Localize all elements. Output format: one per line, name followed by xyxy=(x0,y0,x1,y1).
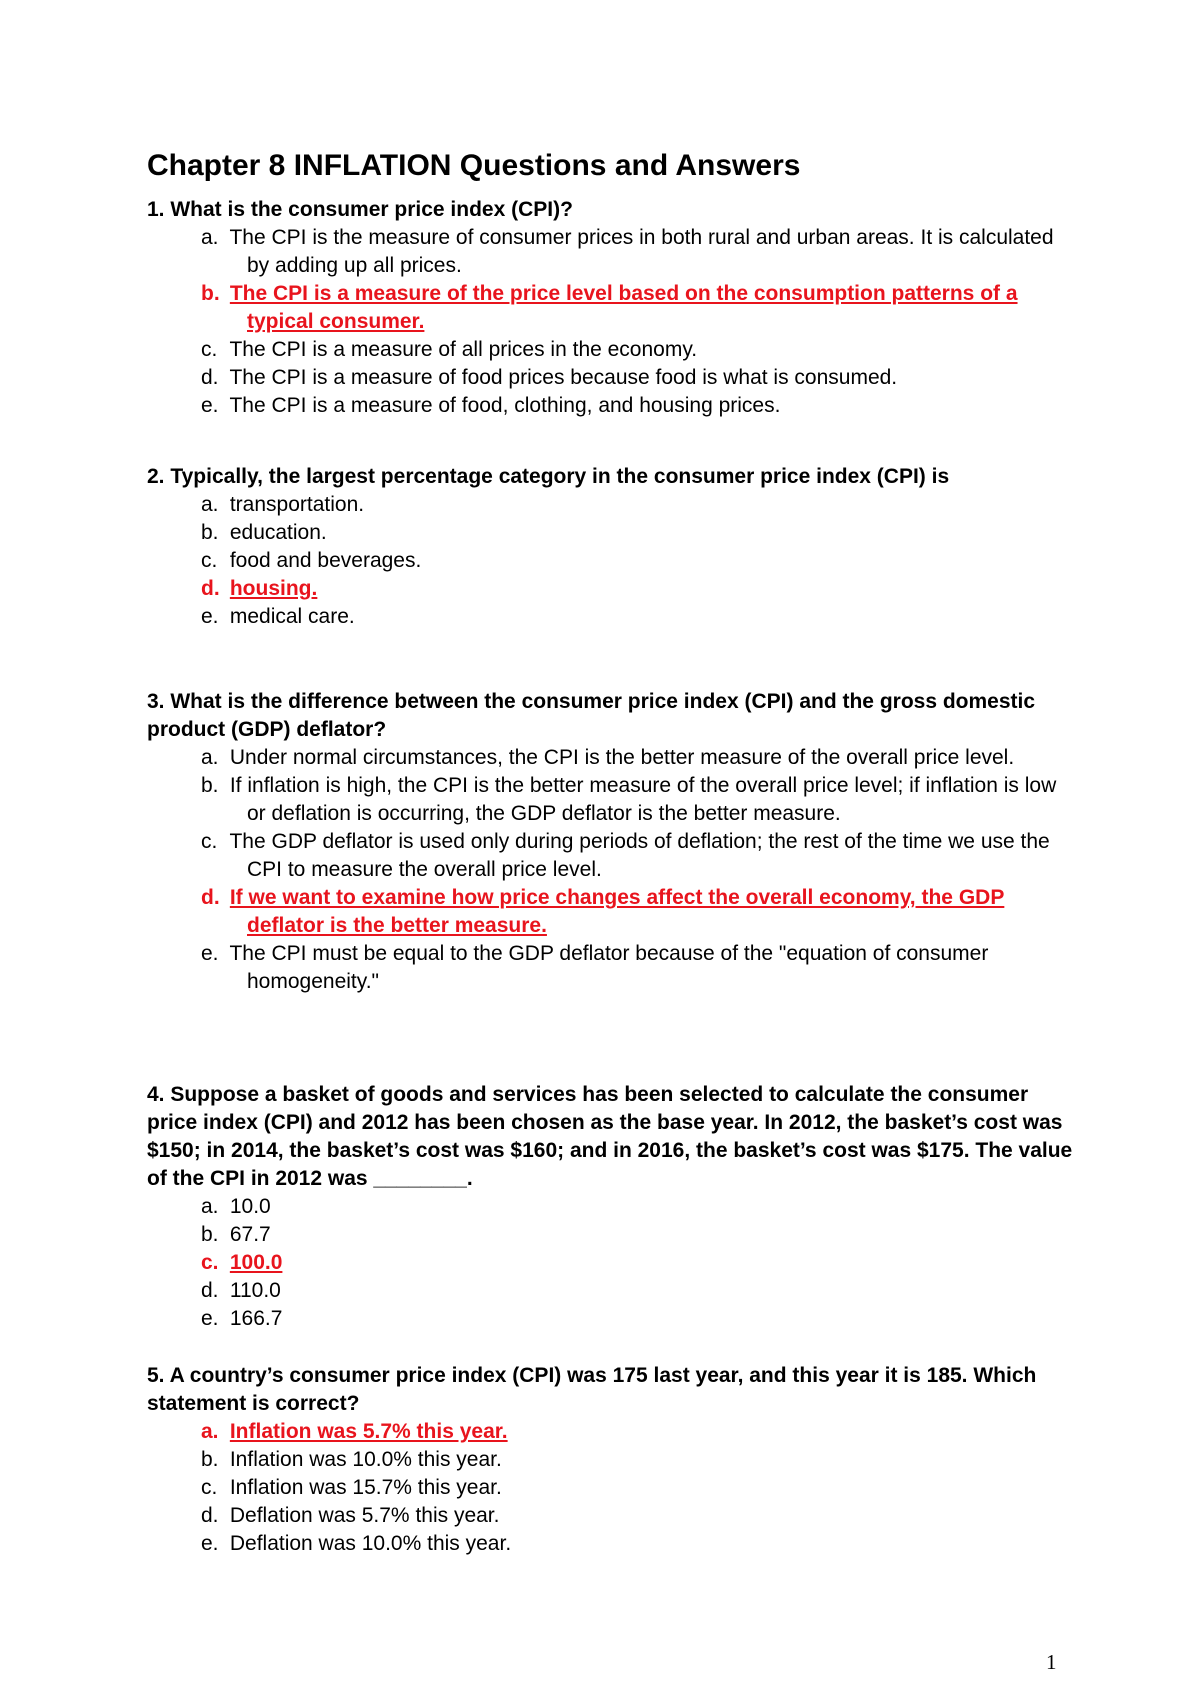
option-text: Inflation was 10.0% this year. xyxy=(229,1448,502,1471)
answer-options xyxy=(147,744,1077,996)
option-text: The GDP deflator is used only during periods of deflation; the rest of the time we use the CPI to measure the overall price level. xyxy=(229,830,1050,881)
answer-option-d: d. 110.0 xyxy=(201,1279,281,1302)
answer-option-c: c. food and beverages. xyxy=(201,549,422,572)
answer-option-e: e. Deflation was 10.0% this year. xyxy=(201,1532,512,1555)
answer-option-d: d. Deflation was 5.7% this year. xyxy=(201,1504,500,1527)
option-text: Under normal circumstances, the CPI is the better measure of the overall price level. xyxy=(229,746,1015,769)
option-text: transportation. xyxy=(229,493,365,516)
option-text: If inflation is high, the CPI is the better measure of the overall price level; if inflation is low or deflation is occurring, the GDP deflator is the better measure. xyxy=(229,774,1057,825)
question-stem: 3. What is the difference between the consumer price index (CPI) and the gross domestic product (GDP) deflator? xyxy=(147,690,1036,741)
answer-option-a: a. The CPI is the measure of consumer prices in both rural and urban areas. It is calculated by adding up all prices. xyxy=(201,226,1054,277)
answer-option-e: e. 166.7 xyxy=(201,1307,283,1330)
question-stem: 5. A country’s consumer price index (CPI) was 175 last year, and this year it is 185. Which statement is correct? xyxy=(147,1364,1037,1415)
option-text: housing. xyxy=(229,577,318,600)
document-title: Chapter 8 INFLATION Questions and Answers xyxy=(147,149,801,182)
option-text: The CPI is a measure of food, clothing, and housing prices. xyxy=(229,394,781,417)
answer-option-a: a. Under normal circumstances, the CPI is the better measure of the overall price level. xyxy=(201,746,1015,769)
option-text: Inflation was 15.7% this year. xyxy=(229,1476,502,1499)
question-1 xyxy=(147,196,1077,420)
question-2 xyxy=(147,463,1077,631)
option-text: 100.0 xyxy=(229,1251,283,1274)
question-5 xyxy=(147,1362,1077,1558)
question-stem: 4. Suppose a basket of goods and services has been selected to calculate the consumer price index (CPI) and 2012 has been chosen as the base year. In 2012, the basket’s cost was $150; in 2014, the basket’s cost was $160; and in 2016, the basket’s cost was $175. The value of the CPI in 2012 was ________. xyxy=(147,1083,1073,1190)
answer-options xyxy=(147,224,1077,420)
answer-option-b: b. 67.7 xyxy=(201,1223,271,1246)
option-text: The CPI is a measure of food prices because food is what is consumed. xyxy=(229,366,898,389)
answer-option-c: c. Inflation was 15.7% this year. xyxy=(201,1476,502,1499)
correct-answer-option-b: b. The CPI is a measure of the price level based on the consumption patterns of a typical consumer. xyxy=(201,282,1018,333)
question-4 xyxy=(147,1081,1077,1333)
answer-options xyxy=(147,491,1077,631)
question-stem: 2. Typically, the largest percentage category in the consumer price index (CPI) is xyxy=(147,465,950,488)
answer-option-a: a. 10.0 xyxy=(201,1195,271,1218)
question-stem: 1. What is the consumer price index (CPI)? xyxy=(147,198,573,221)
question-3 xyxy=(147,688,1077,996)
correct-answer-option-c: c. 100.0 xyxy=(201,1251,283,1274)
correct-answer-option-d: d. If we want to examine how price changes affect the overall economy, the GDP deflator is the better measure. xyxy=(201,886,1005,937)
correct-answer-option-a: a. Inflation was 5.7% this year. xyxy=(201,1420,508,1443)
option-text: Deflation was 10.0% this year. xyxy=(229,1532,512,1555)
option-text: The CPI is a measure of the price level based on the consumption patterns of a typical consumer. xyxy=(229,282,1018,333)
answer-option-c: c. The CPI is a measure of all prices in the economy. xyxy=(201,338,698,361)
answer-options xyxy=(147,1193,1077,1333)
option-text: The CPI must be equal to the GDP deflator because of the "equation of consumer homogeneity." xyxy=(229,942,989,993)
answer-option-d: d. The CPI is a measure of food prices because food is what is consumed. xyxy=(201,366,898,389)
answer-options xyxy=(147,1418,1077,1558)
answer-option-a: a. transportation. xyxy=(201,493,365,516)
answer-option-b: b. education. xyxy=(201,521,327,544)
option-text: food and beverages. xyxy=(229,549,422,572)
option-text: The CPI is the measure of consumer prices in both rural and urban areas. It is calculated by adding up all prices. xyxy=(229,226,1054,277)
option-text: education. xyxy=(229,521,327,544)
correct-answer-option-d: d. housing. xyxy=(201,577,318,600)
answer-option-e: e. The CPI must be equal to the GDP deflator because of the "equation of consumer homogeneity." xyxy=(201,942,989,993)
answer-option-e: e. medical care. xyxy=(201,605,355,628)
page-number: 1 xyxy=(1046,1650,1057,1674)
answer-option-e: e. The CPI is a measure of food, clothing, and housing prices. xyxy=(201,394,781,417)
option-text: Inflation was 5.7% this year. xyxy=(229,1420,508,1443)
answer-option-b: b. If inflation is high, the CPI is the better measure of the overall price level; if inflation is low or deflation is occurring, the GDP deflator is the better measure. xyxy=(201,774,1057,825)
option-text: The CPI is a measure of all prices in the economy. xyxy=(229,338,698,361)
option-text: Deflation was 5.7% this year. xyxy=(229,1504,500,1527)
option-text: If we want to examine how price changes affect the overall economy, the GDP deflator is the better measure. xyxy=(229,886,1005,937)
answer-option-c: c. The GDP deflator is used only during periods of deflation; the rest of the time we use the CPI to measure the overall price level. xyxy=(201,830,1050,881)
option-text: 67.7 xyxy=(229,1223,271,1246)
answer-option-b: b. Inflation was 10.0% this year. xyxy=(201,1448,502,1471)
option-text: 110.0 xyxy=(229,1279,281,1302)
option-text: 10.0 xyxy=(229,1195,271,1218)
option-text: 166.7 xyxy=(229,1307,283,1330)
option-text: medical care. xyxy=(229,605,355,628)
